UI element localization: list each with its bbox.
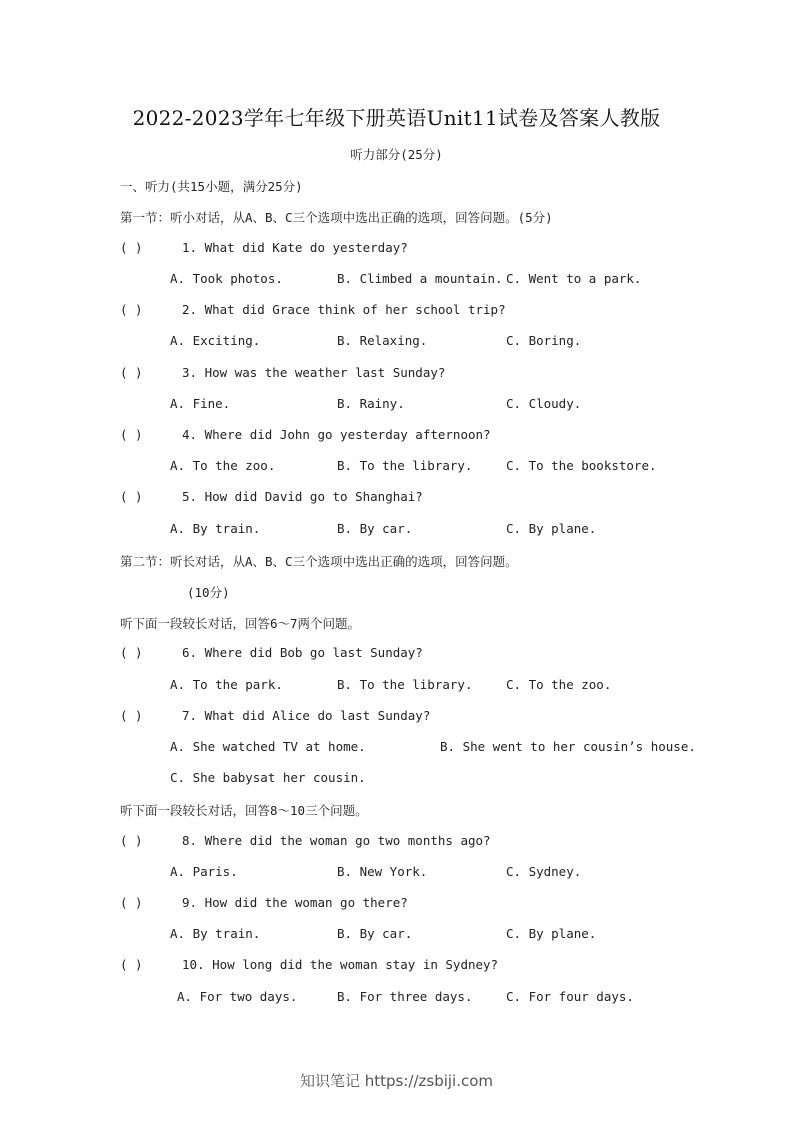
option-c: C. Boring. (506, 333, 582, 348)
option-b: B. To the library. (337, 677, 473, 692)
option-b: B. For three days. (337, 989, 473, 1004)
question-text: 4. Where did John go yesterday afternoon? (182, 427, 491, 442)
page-subtitle: 听力部分(25分) (350, 147, 443, 162)
option-b: B. Rainy. (337, 396, 405, 411)
option-c: C. By plane. (506, 521, 597, 536)
answer-blank: ( ) (120, 645, 143, 660)
option-c: C. To the bookstore. (506, 458, 657, 473)
answer-blank: ( ) (120, 240, 143, 255)
answer-blank: ( ) (120, 489, 143, 504)
answer-blank: ( ) (120, 427, 143, 442)
option-c: C. Sydney. (506, 864, 582, 879)
option-b: B. By car. (337, 926, 413, 941)
question-10 (120, 957, 498, 972)
option-a: A. Took photos. (170, 271, 283, 286)
option-a: A. By train. (170, 926, 261, 941)
option-b: B. She went to her cousin’s house. (440, 739, 696, 754)
option-c: C. By plane. (506, 926, 597, 941)
answer-blank: ( ) (120, 895, 143, 910)
question-text: 8. Where did the woman go two months ago? (182, 833, 491, 848)
question-9 (120, 895, 408, 910)
answer-blank: ( ) (120, 957, 143, 972)
option-b: B. Relaxing. (337, 333, 428, 348)
option-b: B. New York. (337, 864, 428, 879)
answer-blank: ( ) (120, 833, 143, 848)
question-text: 5. How did David go to Shanghai? (182, 489, 423, 504)
question-8 (120, 833, 491, 848)
option-c: C. For four days. (506, 989, 634, 1004)
question-text: 6. Where did Bob go last Sunday? (182, 645, 423, 660)
question-5 (120, 489, 423, 504)
question-text: 7. What did Alice do last Sunday? (182, 708, 431, 723)
footer-watermark: 知识笔记 https://zsbiji.com (299, 1072, 494, 1090)
question-text: 1. What did Kate do yesterday? (182, 240, 408, 255)
option-c: C. Went to a park. (506, 271, 642, 286)
question-2 (120, 302, 506, 317)
option-a: A. To the zoo. (170, 458, 276, 473)
answer-blank: ( ) (120, 708, 143, 723)
part2-points: (10分) (187, 585, 230, 600)
question-3 (120, 365, 445, 380)
question-text: 9. How did the woman go there? (182, 895, 408, 910)
answer-blank: ( ) (120, 302, 143, 317)
option-a: A. By train. (170, 521, 261, 536)
group2-instruction: 听下面一段较长对话，回答8～10三个问题。 (120, 803, 368, 818)
option-c: C. To the zoo. (506, 677, 612, 692)
part1-instruction: 第一节：听小对话，从A、B、C三个选项中选出正确的选项，回答问题。(5分) (120, 210, 553, 225)
option-b: B. By car. (337, 521, 413, 536)
part2-instruction: 第二节：听长对话，从A、B、C三个选项中选出正确的选项，回答问题。 (120, 554, 518, 569)
option-c: C. Cloudy. (506, 396, 582, 411)
question-text: 2. What did Grace think of her school trip? (182, 302, 506, 317)
option-a: A. Fine. (170, 396, 231, 411)
page-title: 2022-2023学年七年级下册英语Unit11试卷及答案人教版 (132, 106, 661, 130)
question-6 (120, 645, 423, 660)
question-1 (120, 240, 408, 255)
option-a: A. To the park. (170, 677, 283, 692)
option-c: C. She babysat her cousin. (170, 770, 366, 785)
option-b: B. Climbed a mountain. (337, 271, 503, 286)
option-a: A. For two days. (177, 989, 298, 1004)
question-4 (120, 427, 491, 442)
option-a: A. She watched TV at home. (170, 739, 366, 754)
question-7 (120, 708, 430, 723)
option-a: A. Paris. (170, 864, 238, 879)
option-a: A. Exciting. (170, 333, 261, 348)
question-text: 3. How was the weather last Sunday? (182, 365, 446, 380)
question-text: 10. How long did the woman stay in Sydney? (182, 957, 499, 972)
group1-instruction: 听下面一段较长对话，回答6～7两个问题。 (120, 616, 361, 631)
section-heading: 一、听力(共15小题，满分25分) (120, 179, 303, 194)
answer-blank: ( ) (120, 365, 143, 380)
option-b: B. To the library. (337, 458, 473, 473)
